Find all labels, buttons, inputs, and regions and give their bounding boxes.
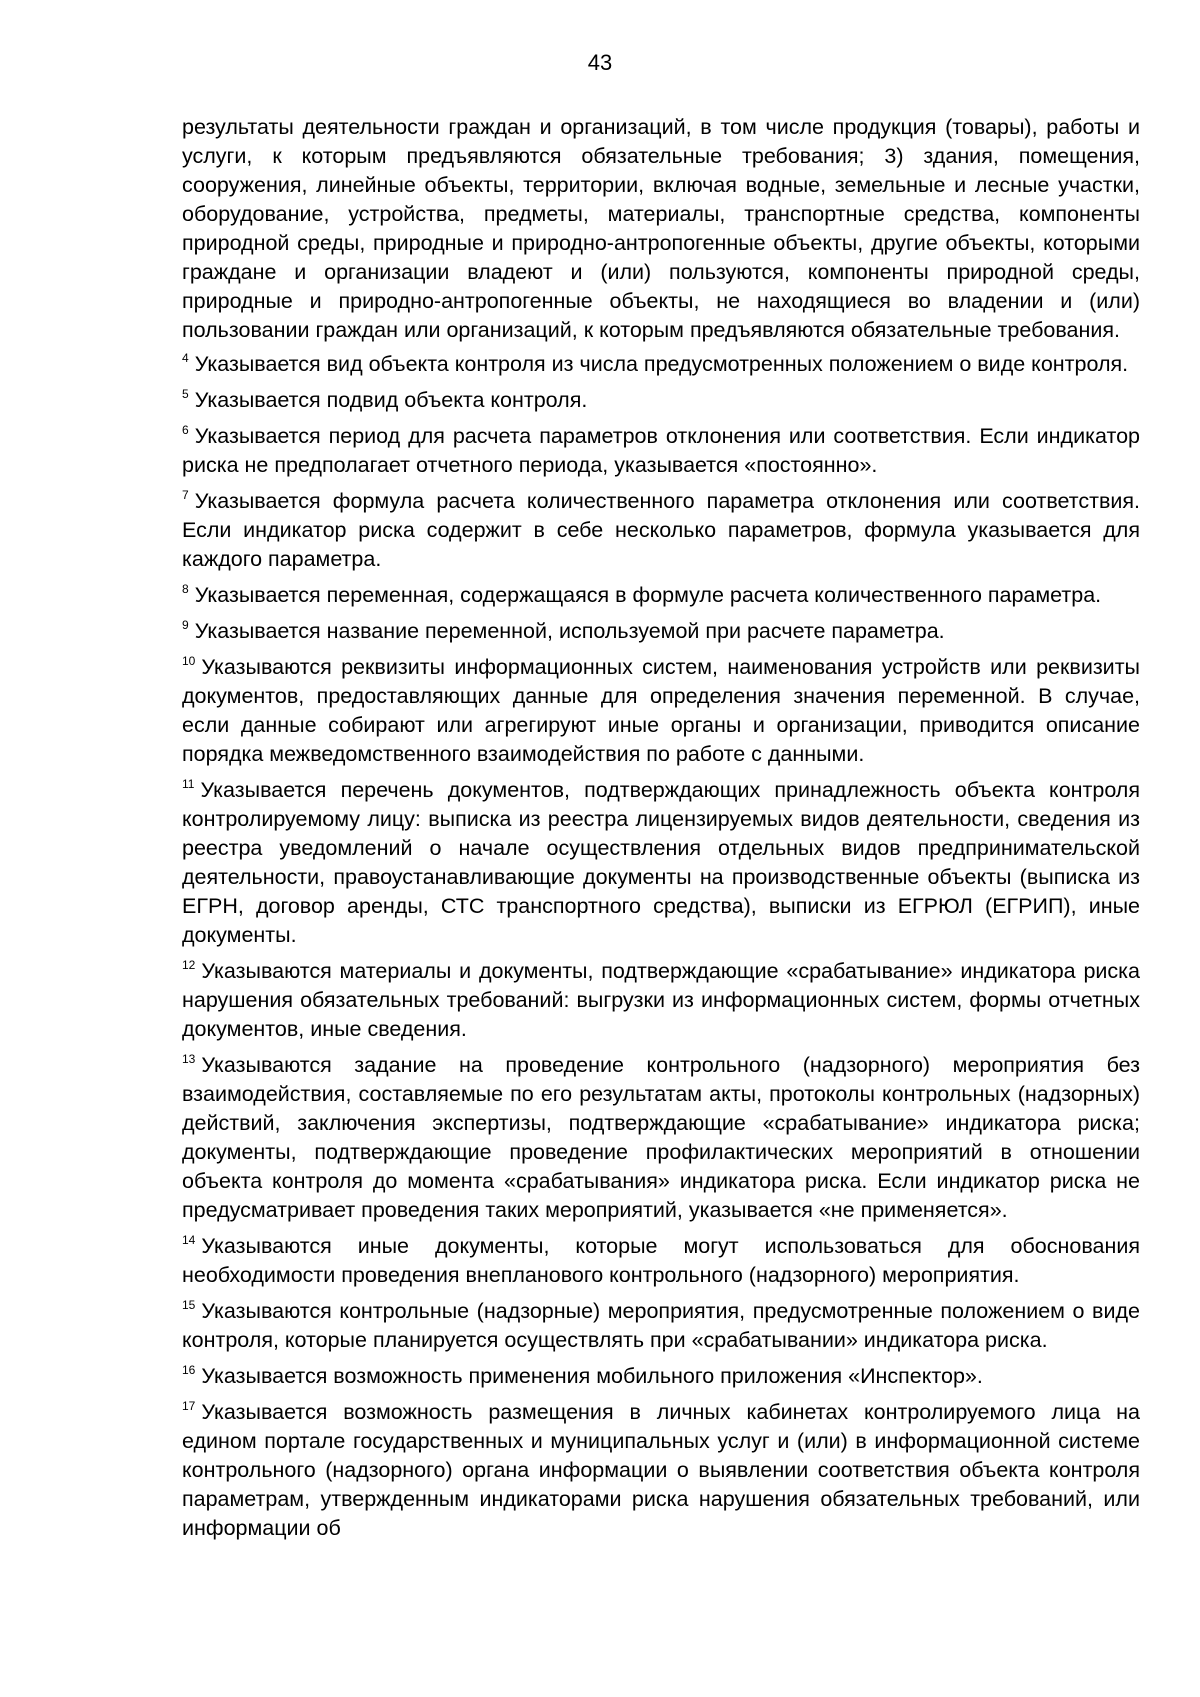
footnote-5 [182, 386, 1140, 415]
footnote-4 [182, 350, 1140, 379]
footnote-number: 15 [182, 1298, 196, 1312]
footnote-text: Указываются материалы и документы, подтверждающие «срабатывание» индикатора риска нарушения обязательных требований: выгрузки из информационных систем, формы отчетных документов, иные сведения. [182, 959, 1140, 1041]
footnote-10 [182, 653, 1140, 769]
footnote-13 [182, 1051, 1140, 1225]
footnote-number: 11 [182, 777, 195, 791]
footnote-continuation [182, 113, 1140, 345]
page-number: 43 [587, 50, 613, 75]
paragraph-text: результаты деятельности граждан и организаций, в том числе продукция (товары), работы и услуги, к которым предъявляются обязательные требования; 3) здания, помещения, сооружения, линейные объекты, территории, включая водные, земельные и лесные участки, оборудование, устройства, предметы, материалы, транспортные средства, компоненты природной среды, природные и природно-антропогенные объекты, другие объекты, которыми граждане и организации владеют и (или) пользуются, компоненты природной среды, природные и природно-антропогенные объекты, не находящиеся во владении и (или) пользовании граждан или организаций, к которым предъявляются обязательные требования. [182, 115, 1140, 342]
footnote-9 [182, 617, 1140, 646]
footnote-number: 7 [182, 488, 189, 502]
footnote-number: 10 [182, 654, 196, 668]
footnote-6 [182, 422, 1140, 480]
footnote-text: Указывается возможность применения мобильного приложения «Инспектор». [201, 1364, 983, 1388]
footnote-number: 5 [182, 387, 189, 401]
footnote-number: 4 [182, 351, 189, 365]
footnote-11 [182, 776, 1140, 950]
footnote-12 [182, 957, 1140, 1044]
footnote-16 [182, 1362, 1140, 1391]
footnote-17 [182, 1398, 1140, 1543]
footnote-text: Указывается название переменной, используемой при расчете параметра. [194, 619, 945, 643]
footnote-text: Указывается формула расчета количественного параметра отклонения или соответствия. Если индикатор риска содержит в себе несколько параметров, формула указывается для каждого параметра. [182, 489, 1140, 571]
footnote-number: 6 [182, 423, 189, 437]
footnote-15 [182, 1297, 1140, 1355]
footnote-number: 8 [182, 582, 189, 596]
footnote-text: Указывается перечень документов, подтверждающих принадлежность объекта контроля контролируемому лицу: выписка из реестра лицензируемых видов деятельности, сведения из реестра уведомлений о начале осуществления отдельных видов предпринимательской деятельности, правоустанавливающие документы на производственные объекты (выписка из ЕГРН, договор аренды, СТС транспортного средства), выписки из ЕГРЮЛ (ЕГРИП), иные документы. [182, 778, 1140, 947]
footnote-number: 9 [182, 618, 189, 632]
footnote-number: 16 [182, 1363, 196, 1377]
footnote-text: Указывается переменная, содержащаяся в формуле расчета количественного параметра. [194, 583, 1102, 607]
footnote-text: Указывается период для расчета параметров отклонения или соответствия. Если индикатор риска не предполагает отчетного периода, указывается «постоянно». [182, 424, 1140, 477]
footnotes-body [182, 113, 1140, 1550]
footnote-text: Указываются иные документы, которые могут использоваться для обоснования необходимости проведения внепланового контрольного (надзорного) мероприятия. [182, 1234, 1140, 1287]
footnote-14 [182, 1232, 1140, 1290]
footnote-text: Указывается вид объекта контроля из числа предусмотренных положением о виде контроля. [194, 352, 1129, 376]
footnote-text: Указываются реквизиты информационных систем, наименования устройств или реквизиты документов, предоставляющих данные для определения значения переменной. В случае, если данные собирают или агрегируют иные органы и организации, приводится описание порядка межведомственного взаимодействия по работе с данными. [182, 655, 1140, 766]
footnote-number: 13 [182, 1052, 196, 1066]
footnote-7 [182, 487, 1140, 574]
footnote-8 [182, 581, 1140, 610]
footnote-text: Указываются задание на проведение контрольного (надзорного) мероприятия без взаимодействия, составляемые по его результатам акты, протоколы контрольных (надзорных) действий, заключения экспертизы, подтверждающие «срабатывание» индикатора риска; документы, подтверждающие проведение профилактических мероприятий в отношении объекта контроля до момента «срабатывания» индикатора риска. Если индикатор риска не предусматривает проведения таких мероприятий, указывается «не применяется». [182, 1053, 1140, 1222]
footnote-text: Указываются контрольные (надзорные) мероприятия, предусмотренные положением о виде контроля, которые планируется осуществлять при «срабатывании» индикатора риска. [182, 1299, 1140, 1352]
footnote-text: Указывается подвид объекта контроля. [194, 388, 588, 412]
footnote-number: 12 [182, 958, 196, 972]
footnote-text: Указывается возможность размещения в личных кабинетах контролируемого лица на едином портале государственных и муниципальных услуг и (или) в информационной системе контрольного (надзорного) органа информации о выявлении соответствия объекта контроля параметрам, утвержденным индикаторами риска нарушения обязательных требований, или информации об [182, 1400, 1140, 1540]
footnote-number: 14 [182, 1233, 196, 1247]
footnote-number: 17 [182, 1399, 196, 1413]
